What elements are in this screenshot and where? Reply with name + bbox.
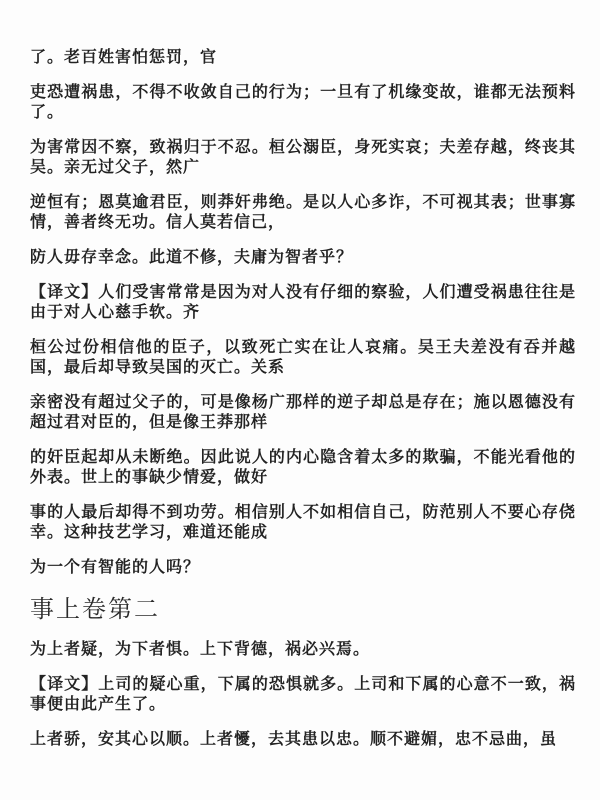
paragraph-1: 了。老百姓害怕惩罚，官 (30, 49, 218, 66)
paragraph-13-translation: 【译文】上司的疑心重，下属的恐惧就多。上司和下属的心意不一致，祸事便由此产生了。 (30, 676, 576, 713)
paragraph-9: 的奸臣起却从未断绝。因此说人的内心隐含着太多的欺骗，不能光看他的外表。世上的事缺少情爱，做好 (30, 449, 576, 486)
paragraph-8: 亲密没有超过父子的，可是像杨广那样的逆子却总是存在；施以恩德没有超过君对臣的，但是像王莽那样 (30, 394, 576, 431)
paragraph-2: 吏恐遭祸患，不得不收敛自己的行为；一旦有了机缘变故，谁都无法预料了。 (30, 84, 576, 121)
paragraph-7: 桓公过份相信他的臣子，以致死亡实在让人哀痛。吴王夫差没有吞并越国，最后却导致吴国的灭亡。关系 (30, 339, 576, 376)
paragraph-12: 为上者疑，为下者惧。上下背德，祸必兴焉。 (30, 641, 371, 658)
chapter-heading: 事上卷第二 (30, 597, 160, 623)
paragraph-4: 逆恒有；恩莫逾君臣，则莽奸弗绝。是以人心多诈，不可视其表；世事寡情，善者终无功。信人莫若信己， (30, 194, 576, 231)
paragraph-10: 事的人最后却得不到功劳。相信别人不如相信自己，防范别人不要心存侥幸。这种技艺学习，难道还能成 (30, 504, 576, 541)
paragraph-3: 为害常因不察，致祸归于不忍。桓公溺臣，身死实哀；夫差存越，终丧其吴。亲无过父子，然广 (30, 139, 576, 176)
paragraph-6-translation: 【译文】人们受害常常是因为对人没有仔细的察验，人们遭受祸患往往是由于对人心慈手软。齐 (30, 284, 576, 321)
paragraph-11: 为一个有智能的人吗？ (30, 559, 201, 576)
paragraph-5: 防人毋存幸念。此道不修，夫庸为智者乎？ (30, 249, 354, 266)
paragraph-14: 上者骄，安其心以顺。上者懮，去其患以忠。顺不避媚，忠不忌曲，虽 (30, 731, 558, 748)
